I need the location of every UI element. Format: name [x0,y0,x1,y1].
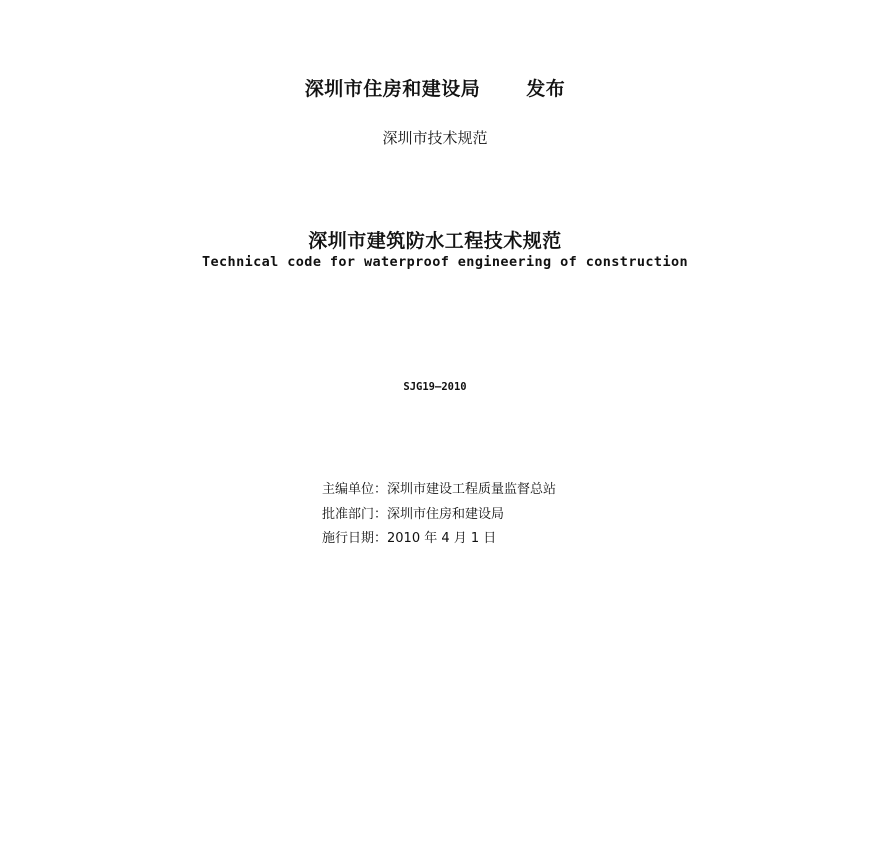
document-title-english: Technical code for waterproof engineering of construction [201,254,689,270]
effective-date-line [322,527,556,552]
approval-dept-value: 深圳市住房和建设局 [387,506,505,522]
standard-code: SJG19—2010 [403,381,467,393]
document-metadata [322,478,556,552]
publisher-line [0,74,870,101]
editor-unit-line [322,478,556,503]
editor-unit-value: 深圳市建设工程质量监督总站 [387,482,557,497]
series-name: 深圳市技术规范 [382,129,488,147]
publish-action: 发布 [526,78,566,100]
document-title-chinese: 深圳市建筑防水工程技术规范 [308,230,562,252]
publisher-name: 深圳市住房和建设局 [304,78,481,100]
effective-date-label: 施行日期： [322,531,388,546]
effective-date-value: 2010 年 4 月 1 日 [387,531,497,546]
approval-dept-line [322,503,556,528]
approval-dept-label: 批准部门： [322,506,388,522]
editor-unit-label: 主编单位： [322,482,388,497]
